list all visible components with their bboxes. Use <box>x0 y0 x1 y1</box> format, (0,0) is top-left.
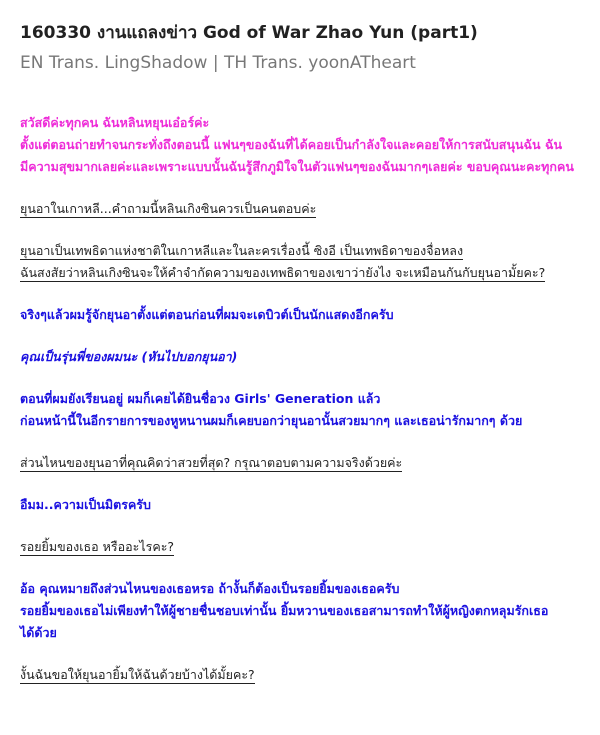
answer-line: อ้อ คุณหมายถึงส่วนไหนของเธอหรอ ถ้างั้นก็ต้องเป็นรอยยิ้มของเธอครับ <box>20 581 400 596</box>
answer-line: ก่อนหน้านี้ในอีกรายการของหูหนานผมก็เคยบอกว่ายุนอานั้นสวยมากๆ และเธอน่ารักมากๆ ด้วย <box>20 413 523 428</box>
answer-line: ได้ด้วย <box>20 625 57 640</box>
question-2 <box>20 240 580 284</box>
answer-line: รอยยิ้มของเธอไม่เพียงทำให้ผู้ชายชื่นชอบเท่านั้น ยิ้มหวานของเธอสามารถทำให้ผู้หญิงตกหลุมรักเธอ <box>20 603 549 618</box>
answer-line: คุณเป็นรุ่นพี่ของผมนะ (หันไปบอกยุนอา) <box>20 349 238 364</box>
question-line: รอยยิ้มของเธอ หรืออะไรคะ? <box>20 539 175 554</box>
question-5 <box>20 664 580 686</box>
question-1 <box>20 198 580 220</box>
question-line: ส่วนไหนของยุนอาที่คุณคิดว่าสวยที่สุด? กรุณาตอบตามความจริงด้วยค่ะ <box>20 455 403 470</box>
answer-line: อืมม..ความเป็นมิตรครับ <box>20 497 151 512</box>
greeting-line: สวัสดีค่ะทุกคน ฉันหลินหยุนเอ๋อร์ค่ะ <box>20 115 210 130</box>
question-3 <box>20 452 580 474</box>
question-line: ฉันสงสัยว่าหลินเกิงซินจะให้คำจำกัดความของเทพธิดาของเขาว่ายังไง จะเหมือนกันกับยุนอามั้ยคะ? <box>20 265 546 280</box>
question-line: ยุนอาเป็นเทพธิดาแห่งชาติในเกาหลีและในละครเรื่องนี้ ซิงอี เป็นเทพธิดาของจื่อหลง <box>20 243 464 258</box>
answer-line: ตอนที่ผมยังเรียนอยู่ ผมก็เคยได้ยินชื่อวง Girls' Generation แล้ว <box>20 391 381 406</box>
transcript <box>0 112 600 686</box>
question-line: งั้นฉันขอให้ยุนอายิ้มให้ฉันด้วยบ้างได้มั้ยคะ? <box>20 667 255 682</box>
greeting-paragraph <box>20 112 580 178</box>
answer-line: จริงๆแล้วผมรู้จักยุนอาตั้งแต่ตอนก่อนที่ผมจะเดบิวต์เป็นนักแสดงอีกครับ <box>20 307 394 322</box>
greeting-line: มีความสุขมากเลยค่ะและเพราะแบบนั้นฉันรู้สึกภูมิใจในตัวแฟนๆของฉันมากๆเลยค่ะ ขอบคุณนะคะทุกคน <box>20 159 574 174</box>
post-title: 160330 งานแถลงข่าว God of War Zhao Yun (part1) <box>20 23 478 43</box>
answer-2 <box>20 346 580 368</box>
post-credits: EN Trans. LingShadow | TH Trans. yoonATheart <box>20 53 416 73</box>
post-header <box>0 0 600 76</box>
answer-1 <box>20 304 580 326</box>
answer-4 <box>20 494 580 516</box>
question-4 <box>20 536 580 558</box>
answer-3 <box>20 388 580 432</box>
answer-5 <box>20 578 580 644</box>
greeting-line: ตั้งแต่ตอนถ่ายทำจนกระทั่งถึงตอนนี้ แฟนๆของฉันที่ได้คอยเป็นกำลังใจและคอยให้การสนับสนุนฉัน ฉัน <box>20 137 562 152</box>
question-line: ยุนอาในเกาหลี...คำถามนี้หลินเกิงซินควรเป็นคนตอบค่ะ <box>20 201 317 216</box>
